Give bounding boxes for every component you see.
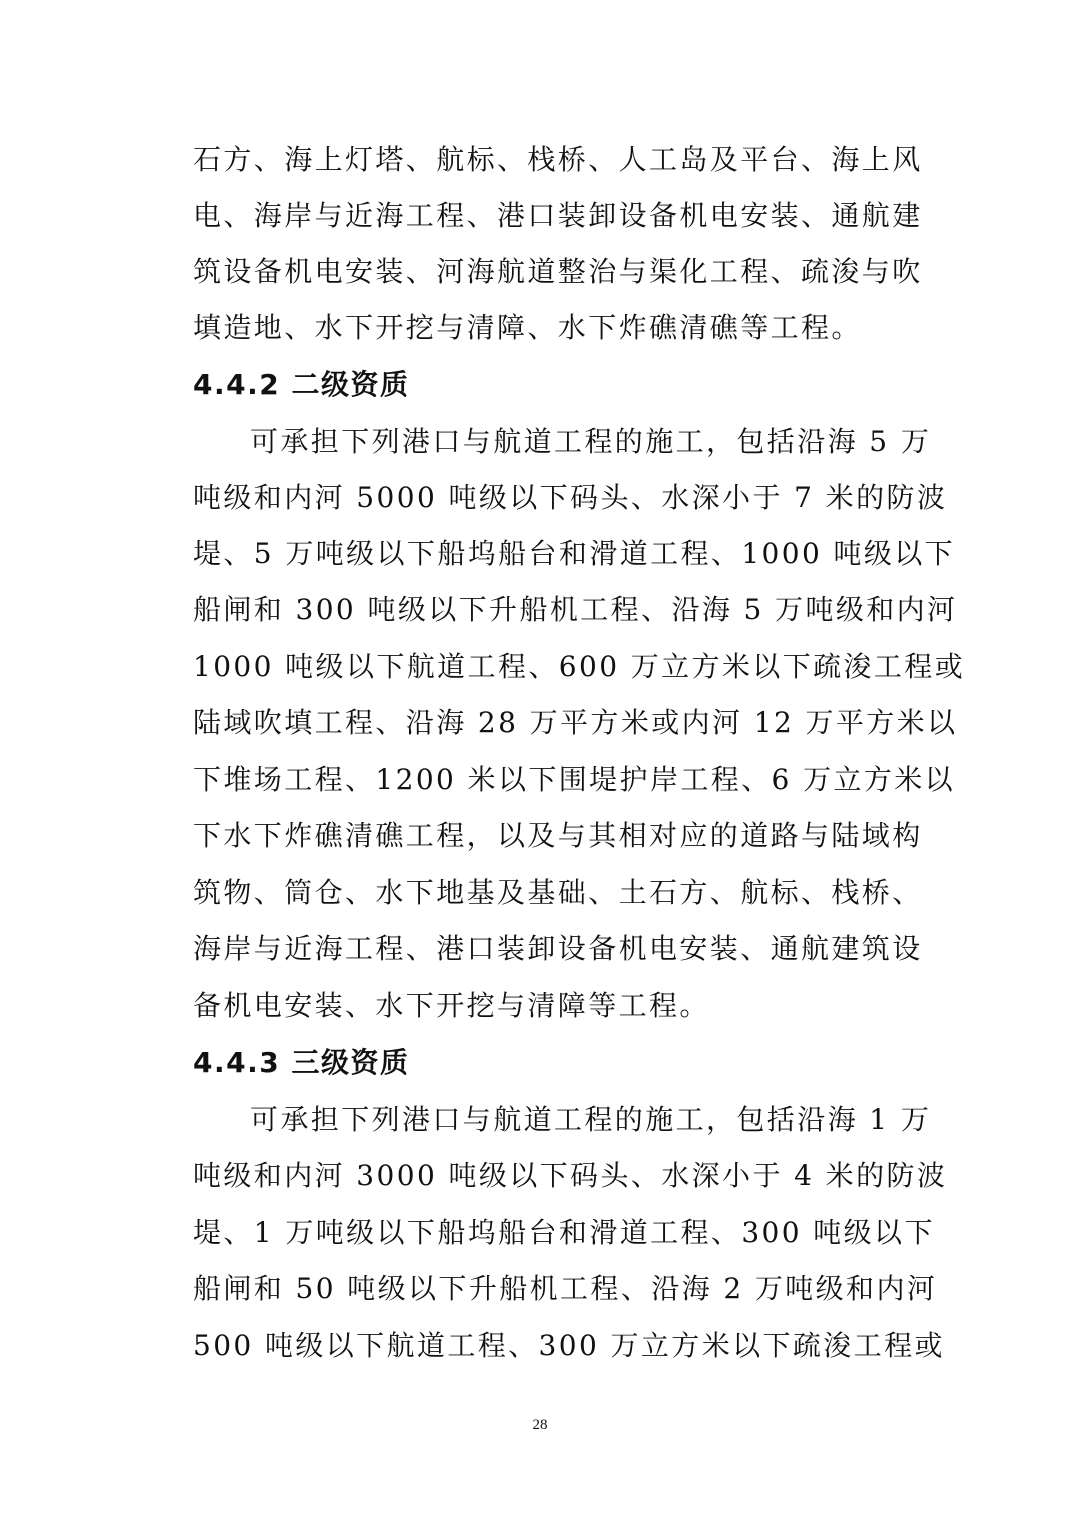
paragraph-line: 船闸和 300 吨级以下升船机工程、沿海 5 万吨级和内河 xyxy=(193,593,958,626)
intro-line: 填造地、水下开挖与清障、水下炸礁清礁等工程。 xyxy=(193,311,862,344)
intro-line: 石方、海上灯塔、航标、栈桥、人工岛及平台、海上风 xyxy=(193,143,923,176)
paragraph-line: 备机电安装、水下开挖与清障等工程。 xyxy=(193,989,710,1022)
intro-line: 电、海岸与近海工程、港口装卸设备机电安装、通航建 xyxy=(193,199,923,232)
paragraph-line: 1000 吨级以下航道工程、600 万立方米以下疏浚工程或 xyxy=(193,650,966,683)
paragraph-line: 船闸和 50 吨级以下升船机工程、沿海 2 万吨级和内河 xyxy=(193,1272,938,1305)
section-heading-4-4-2: 4.4.2 二级资质 xyxy=(193,368,410,401)
paragraph-line: 吨级和内河 3000 吨级以下码头、水深小于 4 米的防波 xyxy=(193,1159,948,1192)
intro-line: 筑设备机电安装、河海航道整治与渠化工程、疏浚与吹 xyxy=(193,255,923,288)
paragraph-line: 海岸与近海工程、港口装卸设备机电安装、通航建筑设 xyxy=(193,932,923,965)
paragraph-line: 陆域吹填工程、沿海 28 万平方米或内河 12 万平方米以 xyxy=(193,706,958,739)
page-number: 28 xyxy=(532,1417,548,1433)
paragraph-line: 吨级和内河 5000 吨级以下码头、水深小于 7 米的防波 xyxy=(193,481,948,514)
paragraph-line: 堤、5 万吨级以下船坞船台和滑道工程、1000 吨级以下 xyxy=(193,537,956,570)
section-heading-4-4-3: 4.4.3 三级资质 xyxy=(193,1046,410,1079)
paragraph-line: 500 吨级以下航道工程、300 万立方米以下疏浚工程或 xyxy=(193,1329,945,1362)
paragraph-line: 可承担下列港口与航道工程的施工，包括沿海 5 万 xyxy=(250,425,932,458)
paragraph-line: 筑物、筒仓、水下地基及基础、土石方、航标、栈桥、 xyxy=(193,876,923,909)
paragraph-line: 下堆场工程、1200 米以下围堤护岸工程、6 万立方米以 xyxy=(193,763,956,796)
paragraph-line: 下水下炸礁清礁工程，以及与其相对应的道路与陆域构 xyxy=(193,819,923,852)
paragraph-line: 堤、1 万吨级以下船坞船台和滑道工程、300 吨级以下 xyxy=(193,1216,935,1249)
paragraph-line: 可承担下列港口与航道工程的施工，包括沿海 1 万 xyxy=(250,1103,932,1136)
